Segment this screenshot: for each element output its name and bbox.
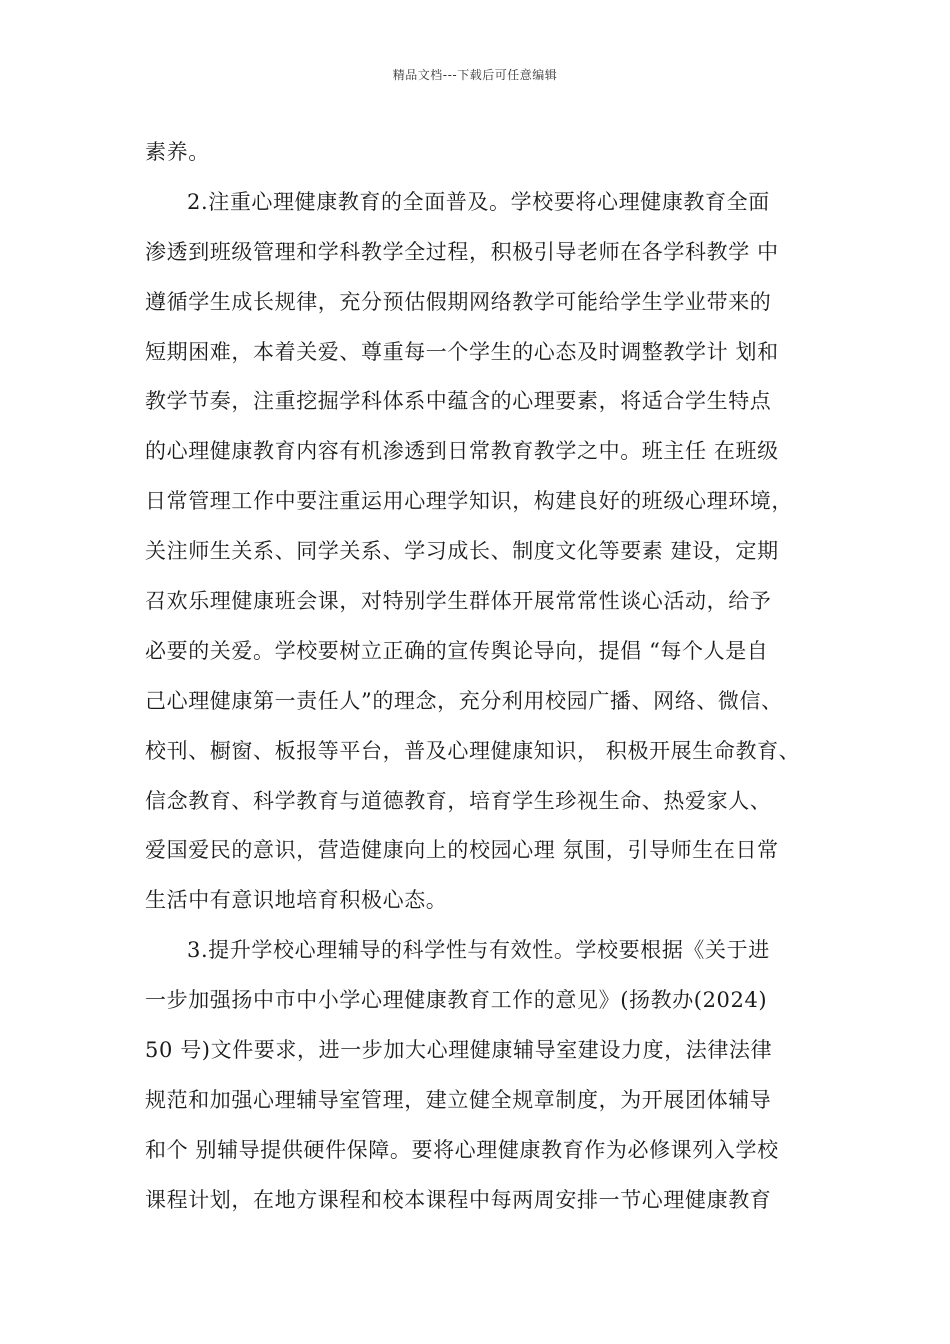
page-header: 精品文档---下载后可任意编辑 [392,68,558,82]
text-line: 校刊、橱窗、板报等平台，普及心理健康知识， 积极开展生命教育、 [145,738,801,763]
text-line: 一步加强扬中市中小学心理健康教育工作的意见》(扬教办(2024) [145,988,768,1013]
text-line: 关注师生关系、同学关系、学习成长、制度文化等要素 建设，定期 [145,539,779,564]
document-body [145,131,825,1229]
section-heading-line: 3.提升学校心理辅导的科学性与有效性。学校要根据《关于进 [187,938,770,963]
text-line: 日常管理工作中要注重运用心理学知识，构建良好的班级心理环境， [145,489,793,514]
text-line: 素养。 [145,140,210,164]
text-line: 生活中有意识地培育积极心态。 [145,888,448,913]
text-line: 50 号)文件要求，进一步加大心理健康辅导室建设力度，法律法律 [145,1038,773,1063]
text-line: 教学节奏，注重挖掘学科体系中蕴含的心理要素，将适合学生特点 [145,389,772,414]
text-line: 爱国爱民的意识，营造健康向上的校园心理 氛围，引导师生在日常 [145,838,779,863]
text-line: 渗透到班级管理和学科教学全过程，积极引导老师在各学科教学 中 [145,239,779,264]
text-line: 信念教育、科学教育与道德教育，培育学生珍视生命、热爱家人、 [145,788,772,813]
text-line: 遵循学生成长规律，充分预估假期网络教学可能给学生学业带来的 [145,289,772,314]
text-line: 课程计划，在地方课程和校本课程中每两周安排一节心理健康教育 [145,1187,772,1212]
text-line: 短期困难，本着关爱、尊重每一个学生的心态及时调整教学计 划和 [145,339,779,364]
section-heading-line: 2.注重心理健康教育的全面普及。学校要将心理健康教育全面 [187,189,770,214]
text-line: 和个 别辅导提供硬件保障。要将心理健康教育作为必修课列入学校 [145,1137,779,1162]
text-line: 规范和加强心理辅导室管理，建立健全规章制度，为开展团体辅导 [145,1087,772,1112]
text-line: 必要的关爱。学校要树立正确的宣传舆论导向，提倡 “每个人是自 [145,638,769,663]
text-line: 召欢乐理健康班会课，对特别学生群体开展常常性谈心活动，给予 [145,589,772,614]
text-line: 己心理健康第一责任人”的理念，充分利用校园广播、网络、微信、 [145,688,783,713]
text-line: 的心理健康教育内容有机渗透到日常教育教学之中。班主任 在班级 [145,439,779,464]
